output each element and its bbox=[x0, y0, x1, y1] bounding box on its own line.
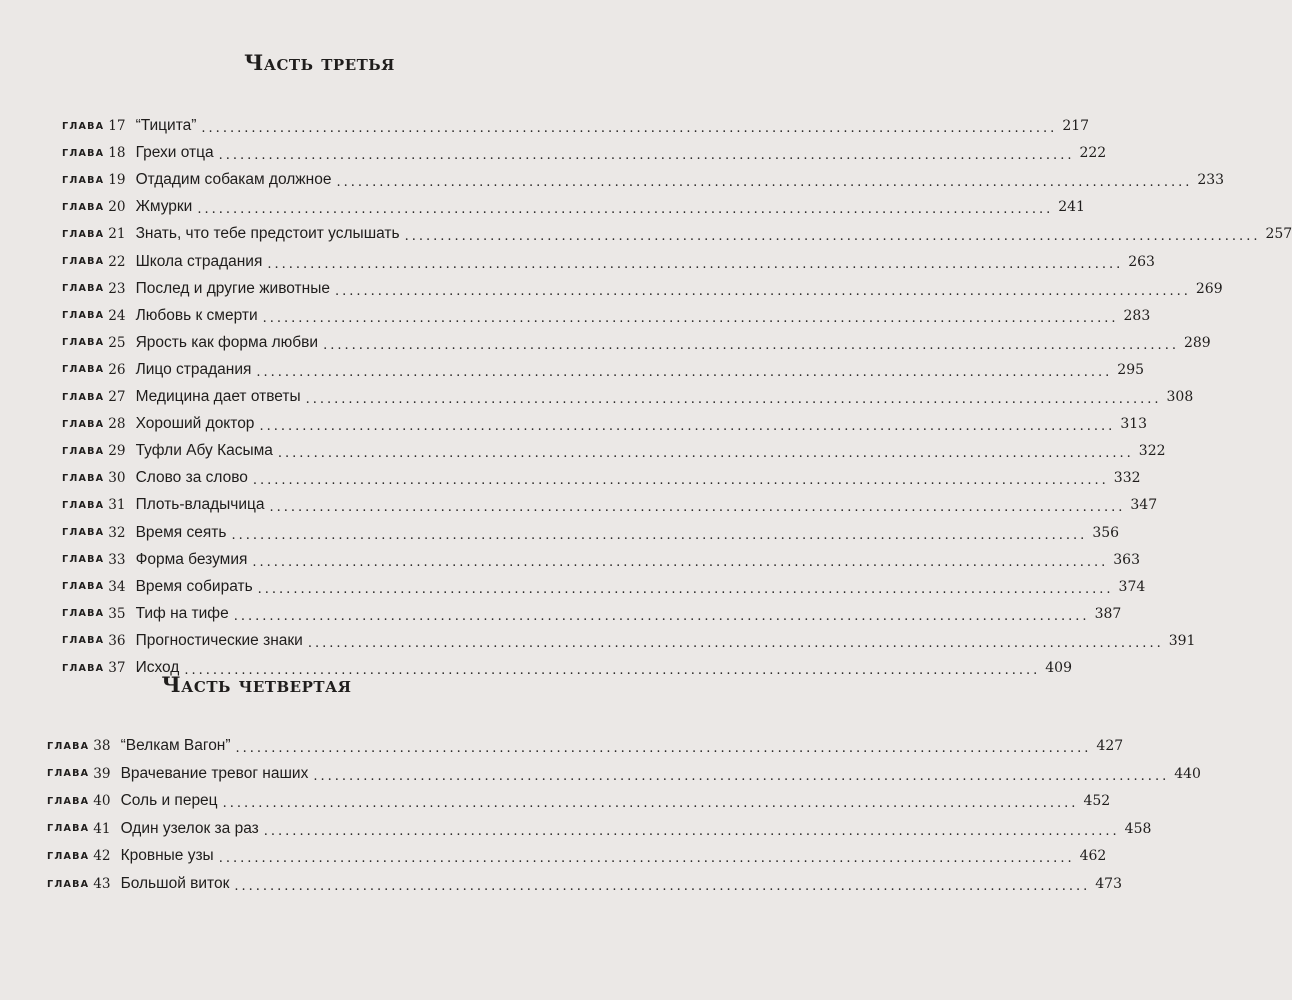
dot-leader: ........................................................................................................................ bbox=[218, 148, 1075, 164]
chapter-label: ГЛАВА bbox=[47, 768, 90, 780]
page-number: 289 bbox=[1183, 334, 1211, 351]
page-number: 473 bbox=[1095, 876, 1122, 892]
toc-entry bbox=[62, 410, 1148, 438]
chapter-label: ГЛАВА bbox=[62, 472, 105, 484]
dot-leader: ........................................................................................................................ bbox=[197, 202, 1054, 218]
chapter-title: Время собирать bbox=[135, 577, 253, 595]
chapter-label: ГЛАВА bbox=[62, 228, 105, 240]
chapter-number: 43 bbox=[93, 876, 111, 892]
toc-entry bbox=[47, 815, 1152, 843]
toc-entry bbox=[47, 760, 1201, 788]
chapter-number: 18 bbox=[108, 145, 126, 162]
chapter-number: 41 bbox=[93, 820, 111, 837]
chapter-label: ГЛАВА bbox=[47, 740, 90, 752]
toc-entry bbox=[47, 732, 1124, 760]
page-number: 313 bbox=[1120, 416, 1148, 433]
chapter-number: 30 bbox=[108, 470, 126, 487]
page-number: 269 bbox=[1195, 280, 1223, 297]
toc-entry bbox=[62, 248, 1155, 276]
page-number: 458 bbox=[1124, 820, 1152, 837]
dot-leader: ........................................................................................................................ bbox=[252, 554, 1109, 570]
dot-leader: ........................................................................................................................ bbox=[269, 500, 1126, 516]
chapter-number: 26 bbox=[108, 361, 126, 378]
chapter-title: Форма безумия bbox=[135, 550, 248, 568]
toc-entry bbox=[62, 193, 1085, 221]
chapter-number: 34 bbox=[108, 578, 126, 595]
chapter-label: ГЛАВА bbox=[62, 391, 105, 403]
toc-entry bbox=[62, 464, 1141, 492]
dot-leader: ........................................................................................................................ bbox=[313, 768, 1170, 784]
chapter-title: Отдадим собакам должное bbox=[135, 171, 332, 189]
chapter-title: Медицина дает ответы bbox=[135, 388, 301, 405]
chapter-number: 29 bbox=[108, 443, 126, 460]
chapter-label: ГЛАВА bbox=[62, 364, 105, 376]
chapter-title: Грехи отца bbox=[135, 144, 214, 162]
chapter-title: Прогностические знаки bbox=[135, 631, 303, 649]
chapter-title: Жмурки bbox=[135, 198, 193, 216]
page-number: 452 bbox=[1083, 793, 1111, 810]
page-number: 356 bbox=[1092, 524, 1120, 541]
chapter-number: 38 bbox=[93, 738, 111, 754]
chapter-label: ГЛАВА bbox=[62, 337, 105, 349]
dot-leader: ........................................................................................................................ bbox=[307, 635, 1164, 651]
page-number: 440 bbox=[1174, 765, 1201, 782]
chapter-label: ГЛАВА bbox=[62, 445, 105, 457]
chapter-label: ГЛАВА bbox=[62, 581, 105, 593]
page-number: 241 bbox=[1058, 199, 1085, 216]
chapter-title: Любовь к смерти bbox=[135, 306, 258, 324]
chapter-label: ГЛАВА bbox=[62, 256, 105, 267]
chapter-number: 36 bbox=[108, 632, 126, 649]
chapter-label: ГЛАВА bbox=[62, 418, 105, 430]
chapter-label: ГЛАВА bbox=[62, 310, 105, 322]
chapter-title: “Велкам Вагон” bbox=[120, 737, 231, 754]
toc-entry bbox=[62, 329, 1211, 357]
page-number: 409 bbox=[1045, 660, 1072, 676]
toc-entry bbox=[62, 220, 1292, 248]
page-number: 322 bbox=[1138, 443, 1166, 460]
chapter-number: 17 bbox=[108, 118, 126, 134]
page-number: 347 bbox=[1130, 497, 1158, 514]
chapter-label: ГЛАВА bbox=[62, 608, 105, 620]
dot-leader: ........................................................................................................................ bbox=[234, 879, 1091, 894]
chapter-title: Врачевание тревог наших bbox=[120, 764, 309, 782]
page-number: 308 bbox=[1166, 389, 1194, 405]
dot-leader: ........................................................................................................................ bbox=[305, 392, 1162, 407]
toc-entry bbox=[62, 275, 1223, 303]
dot-leader: ........................................................................................................................ bbox=[336, 175, 1193, 191]
page-number: 295 bbox=[1117, 361, 1145, 378]
page-number: 283 bbox=[1123, 307, 1151, 324]
page-number: 263 bbox=[1128, 253, 1155, 270]
dot-leader: ........................................................................................................................ bbox=[235, 741, 1092, 756]
toc-entry bbox=[62, 383, 1194, 411]
page-number: 332 bbox=[1113, 470, 1141, 487]
dot-leader: ........................................................................................................................ bbox=[277, 446, 1134, 462]
dot-leader: ........................................................................................................................ bbox=[334, 283, 1191, 299]
dot-leader: ........................................................................................................................ bbox=[201, 121, 1058, 136]
toc-entry bbox=[62, 302, 1151, 330]
toc-entry bbox=[62, 546, 1140, 574]
chapter-title: Исход bbox=[135, 659, 180, 676]
chapter-label: ГЛАВА bbox=[47, 795, 90, 807]
page-number: 427 bbox=[1096, 738, 1124, 754]
page-number: 257 bbox=[1265, 226, 1292, 243]
chapter-title: Тиф на тифе bbox=[135, 604, 229, 622]
chapter-title: Ярость как форма любви bbox=[135, 333, 319, 351]
page-number: 387 bbox=[1094, 605, 1122, 622]
chapter-label: ГЛАВА bbox=[62, 174, 105, 186]
toc-entry bbox=[62, 627, 1196, 655]
chapter-label: ГЛАВА bbox=[62, 147, 105, 159]
chapter-label: ГЛАВА bbox=[62, 201, 105, 213]
chapter-label: ГЛАВА bbox=[47, 878, 90, 890]
chapter-number: 24 bbox=[108, 307, 126, 324]
dot-leader: ........................................................................................................................ bbox=[218, 851, 1075, 867]
dot-leader: ........................................................................................................................ bbox=[222, 796, 1079, 812]
chapter-label: ГЛАВА bbox=[62, 527, 105, 538]
chapter-title: Послед и другие животные bbox=[135, 279, 330, 297]
page-number: 222 bbox=[1079, 145, 1107, 162]
page-number: 233 bbox=[1197, 172, 1225, 189]
chapter-number: 22 bbox=[108, 253, 126, 270]
chapter-title: Большой виток bbox=[120, 875, 230, 892]
toc-entry bbox=[47, 787, 1111, 815]
chapter-title: Кровные узы bbox=[120, 847, 214, 865]
chapter-number: 25 bbox=[108, 334, 126, 351]
chapter-number: 32 bbox=[108, 524, 126, 541]
dot-leader: ........................................................................................................................ bbox=[231, 527, 1088, 543]
toc-entry bbox=[62, 112, 1090, 140]
chapter-number: 42 bbox=[93, 848, 111, 865]
chapter-title: Плоть-владычица bbox=[135, 496, 265, 514]
part-four-heading: Часть четвертая bbox=[161, 672, 352, 697]
page-number: 462 bbox=[1079, 848, 1107, 865]
chapter-label: ГЛАВА bbox=[62, 554, 105, 566]
dot-leader: ........................................................................................................................ bbox=[263, 823, 1120, 839]
chapter-number: 33 bbox=[108, 551, 126, 568]
chapter-number: 39 bbox=[93, 765, 111, 782]
chapter-label: ГЛАВА bbox=[47, 850, 90, 862]
chapter-label: ГЛАВА bbox=[62, 662, 105, 674]
page-number: 374 bbox=[1118, 578, 1146, 595]
chapter-title: Соль и перец bbox=[120, 792, 218, 810]
toc-entry bbox=[62, 166, 1225, 194]
chapter-number: 19 bbox=[108, 172, 126, 189]
toc-entry bbox=[47, 842, 1107, 870]
dot-leader: ........................................................................................................................ bbox=[262, 310, 1119, 326]
toc-entry bbox=[62, 437, 1166, 465]
dot-leader: ........................................................................................................................ bbox=[184, 663, 1041, 678]
chapter-title: Хороший доктор bbox=[135, 415, 255, 433]
page-number: 391 bbox=[1168, 632, 1196, 649]
chapter-title: Один узелок за раз bbox=[120, 819, 259, 837]
dot-leader: ........................................................................................................................ bbox=[259, 419, 1116, 435]
chapter-title: Школа страдания bbox=[135, 252, 263, 270]
chapter-title: Лицо страдания bbox=[135, 360, 252, 378]
dot-leader: ........................................................................................................................ bbox=[257, 581, 1114, 597]
chapter-number: 23 bbox=[108, 280, 126, 297]
chapter-number: 40 bbox=[93, 793, 111, 810]
toc-entry bbox=[62, 600, 1122, 628]
chapter-label: ГЛАВА bbox=[62, 283, 105, 295]
chapter-number: 28 bbox=[108, 416, 126, 433]
toc-entry bbox=[62, 573, 1146, 601]
chapter-number: 31 bbox=[108, 497, 126, 514]
chapter-number: 27 bbox=[108, 389, 126, 405]
chapter-number: 21 bbox=[108, 226, 126, 243]
chapter-number: 37 bbox=[108, 660, 126, 676]
chapter-label: ГЛАВА bbox=[47, 823, 90, 835]
chapter-title: Слово за слово bbox=[135, 469, 248, 487]
dot-leader: ........................................................................................................................ bbox=[256, 364, 1113, 380]
toc-entry bbox=[62, 139, 1107, 167]
chapter-number: 35 bbox=[108, 605, 126, 622]
chapter-title: “Тицита” bbox=[135, 117, 197, 134]
toc-entry bbox=[62, 519, 1120, 547]
chapter-number: 20 bbox=[108, 199, 126, 216]
dot-leader: ........................................................................................................................ bbox=[252, 473, 1109, 489]
toc-entry bbox=[62, 356, 1145, 384]
toc-entry bbox=[47, 870, 1122, 898]
dot-leader: ........................................................................................................................ bbox=[233, 608, 1090, 624]
page-number: 217 bbox=[1062, 118, 1090, 134]
chapter-title: Знать, что тебе предстоит услышать bbox=[135, 225, 400, 243]
dot-leader: ........................................................................................................................ bbox=[267, 256, 1124, 272]
page-number: 363 bbox=[1113, 551, 1140, 568]
chapter-label: ГЛАВА bbox=[62, 635, 105, 647]
chapter-title: Туфли Абу Касыма bbox=[135, 442, 273, 460]
chapter-label: ГЛАВА bbox=[62, 120, 105, 132]
dot-leader: ........................................................................................................................ bbox=[323, 337, 1179, 353]
part-three-heading: Часть третья bbox=[244, 50, 395, 75]
chapter-title: Время сеять bbox=[135, 523, 227, 541]
chapter-label: ГЛАВА bbox=[62, 499, 105, 511]
toc-entry bbox=[62, 491, 1158, 519]
dot-leader: ........................................................................................................................ bbox=[404, 229, 1261, 245]
